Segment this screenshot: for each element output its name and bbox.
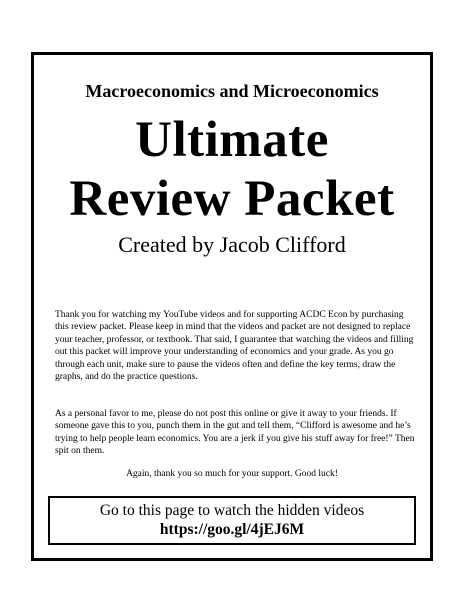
hidden-videos-label: Go to this page to watch the hidden videos (99, 502, 365, 519)
thanks-paragraph: Again, thank you so much for your support. Good luck! (126, 469, 338, 479)
document-subtitle: Macroeconomics and Microeconomics (85, 81, 379, 101)
cover-page-frame (31, 52, 433, 561)
title-line-ultimate: Ultimate (135, 112, 329, 168)
author-credit: Created by Jacob Clifford (118, 232, 346, 257)
title-line-review-packet: Review Packet (69, 171, 395, 227)
hidden-videos-box (48, 496, 416, 545)
favor-paragraph: As a personal favor to me, please do not post this online or give it away to your friends. If someone gave this to you, punch them in the gut and tell them, “Clifford is awesome and he’s trying to help people learn economics. You are a jerk if you give his stuff away for free!” Then spit on them. (55, 409, 415, 457)
hidden-videos-link[interactable]: https://goo.gl/4jEJ6M (159, 521, 305, 538)
intro-paragraph: Thank you for watching my YouTube videos and for supporting ACDC Econ by purchasing this review packet. Please keep in mind that the videos and packet are not designed to replace your teacher, professor, or textbook. That said, I guarantee that watching the videos and filling out this packet will improve your understanding of economics and your grade. As you go through each unit, make sure to pause the videos often and define the key terms, draw the graphs, and do the practice questions. (55, 310, 414, 383)
